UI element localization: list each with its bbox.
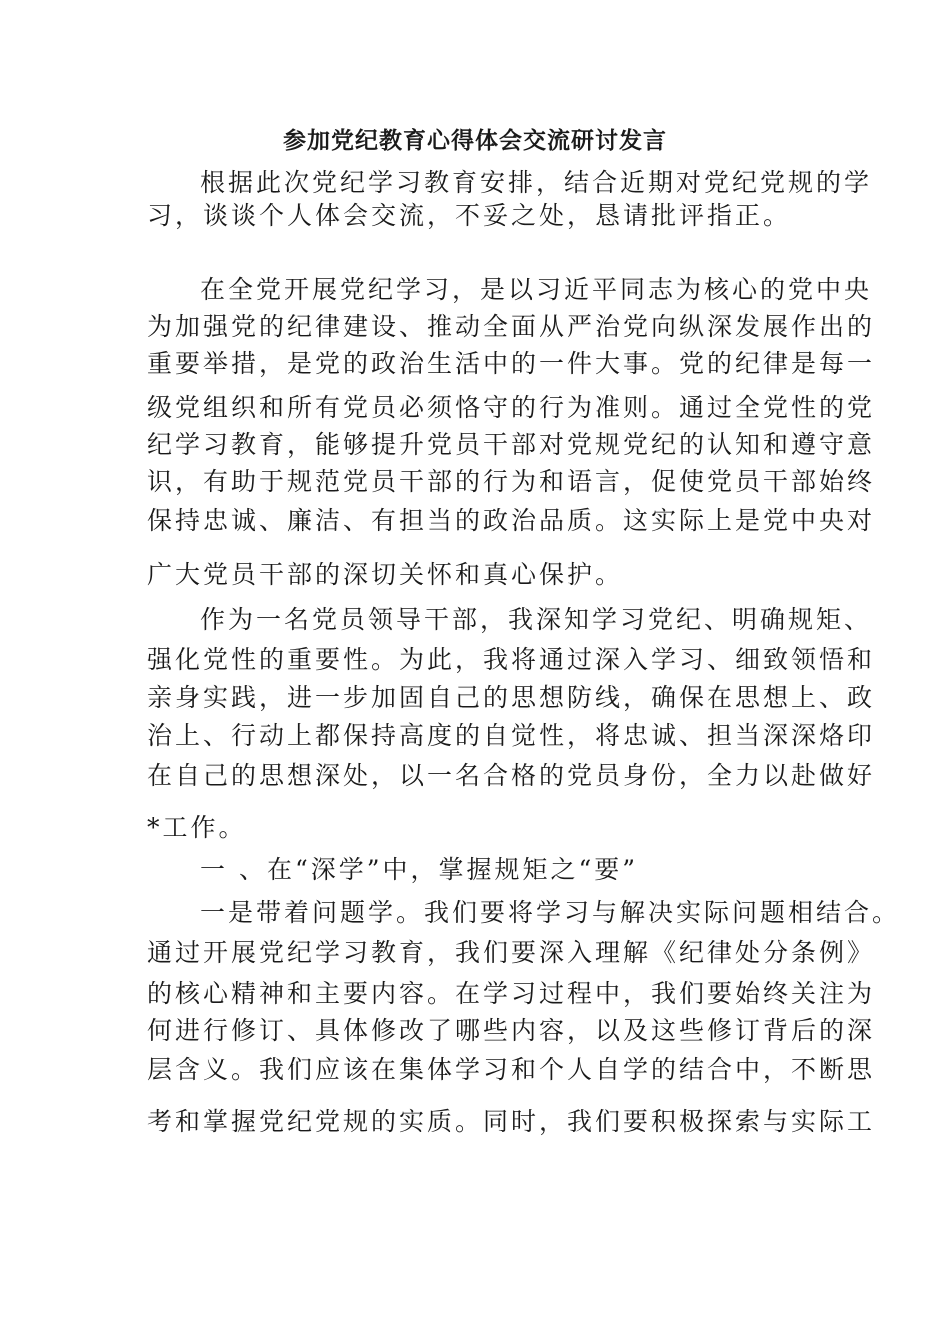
text-line: 何进行修订、具体修改了哪些内容，以及这些修订背后的深 <box>147 1016 876 1045</box>
text-line: *工作。 <box>147 813 247 842</box>
text-line: 纪学习教育，能够提升党员干部对党规党纪的认知和遵守意 <box>147 430 876 459</box>
text-line: 一是带着问题学。我们要将学习与解决实际问题相结合。 <box>200 898 901 927</box>
text-line: 通过开展党纪学习教育，我们要深入理解《纪律处分条例》 <box>147 938 876 967</box>
text-line: 考和掌握党纪党规的实质。同时，我们要积极探索与实际工 <box>147 1107 876 1136</box>
text-line: 级党组织和所有党员必须恪守的行为准则。通过全党性的党 <box>147 393 876 422</box>
text-line: 为加强党的纪律建设、推动全面从严治党向纵深发展作出的 <box>147 312 876 341</box>
text-line: 习，谈谈个人体会交流，不妥之处，恳请批评指正。 <box>147 201 792 230</box>
section-heading: 一 、在“深学”中，掌握规矩之“要” <box>200 855 639 884</box>
document-title: 参加党纪教育心得体会交流研讨发言 <box>283 127 667 154</box>
text-line: 亲身实践，进一步加固自己的思想防线，确保在思想上、政 <box>147 683 876 712</box>
text-line: 重要举措，是党的政治生活中的一件大事。党的纪律是每一 <box>147 349 876 378</box>
text-line: 治上、行动上都保持高度的自觉性，将忠诚、担当深深烙印 <box>147 721 876 750</box>
text-line: 强化党性的重要性。为此，我将通过深入学习、细致领悟和 <box>147 645 876 674</box>
text-line: 的核心精神和主要内容。在学习过程中，我们要始终关注为 <box>147 979 876 1008</box>
text-line: 作为一名党员领导干部，我深知学习党纪、明确规矩、 <box>200 605 873 634</box>
text-line: 在全党开展党纪学习，是以习近平同志为核心的党中央 <box>200 275 873 304</box>
text-line: 根据此次党纪学习教育安排，结合近期对党纪党规的学 <box>200 168 873 197</box>
text-line: 在自己的思想深处，以一名合格的党员身份，全力以赴做好 <box>147 761 876 790</box>
text-line: 层含义。我们应该在集体学习和个人自学的结合中，不断思 <box>147 1055 876 1084</box>
text-line: 识，有助于规范党员干部的行为和语言，促使党员干部始终 <box>147 467 876 496</box>
text-line: 广大党员干部的深切关怀和真心保护。 <box>147 560 624 589</box>
text-line: 保持忠诚、廉洁、有担当的政治品质。这实际上是党中央对 <box>147 506 876 535</box>
